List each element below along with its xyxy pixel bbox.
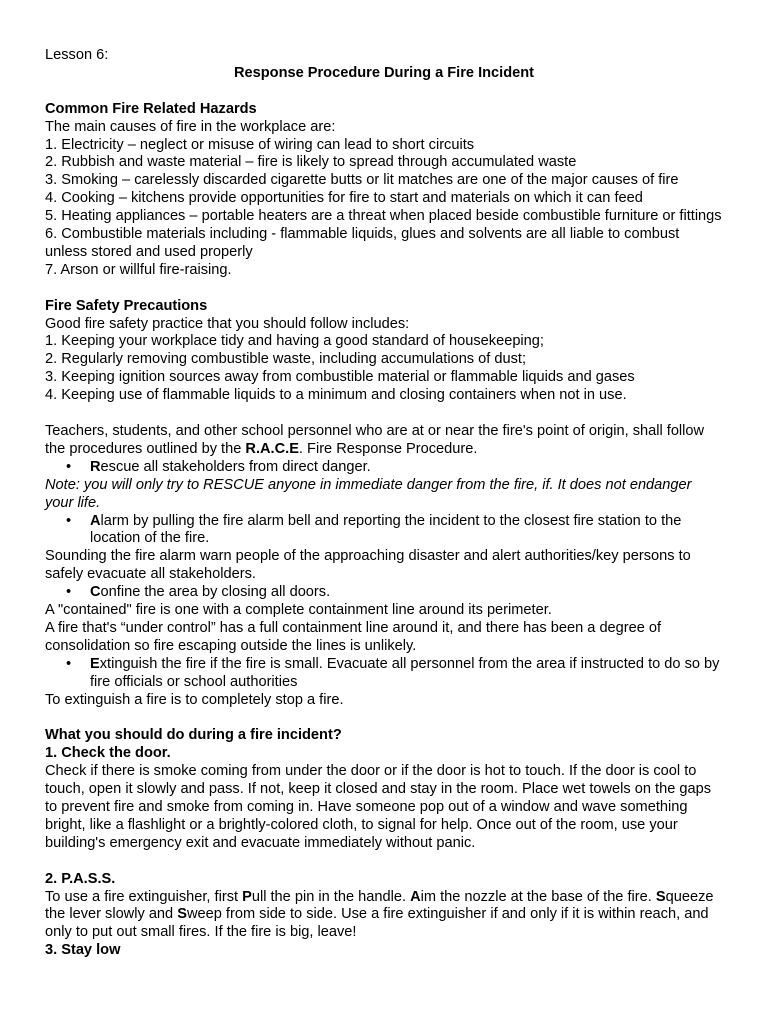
pass-letter: S (655, 888, 666, 905)
race-intro-tail: . Fire Response Procedure. (298, 440, 478, 457)
race-letter: A (90, 512, 101, 529)
step1-text: Check if there is smoke coming from under the door or if the door is hot to touch. If the door is cool to touch, open it slowly and pass. If not, keep it closed and stay in the room. Place wet towels on the gaps to prevent fire and smoke from coming in. Have someone pop out of a window and wave something bright, like a flashlight or a brightly-colored cloth, to signal for help. Once out of the room, use your building's emergency exit and evacuate immediately without panic. (45, 763, 712, 851)
race-acronym: R.A.C.E (245, 440, 299, 457)
race-rescue-item (45, 459, 723, 477)
race-letter: C (90, 584, 101, 601)
race-letter: R (90, 458, 101, 475)
hazards-heading: Common Fire Related Hazards (45, 100, 257, 117)
hazards-section (45, 101, 723, 280)
hazard-item: 2. Rubbish and waste material – fire is likely to spread through accumulated waste (45, 154, 577, 171)
hazard-item: 7. Arson or willful fire-raising. (45, 261, 232, 278)
step2-fragment: weep from side to side. Use a fire extinguisher if and only if it is within reach, and only to put out small fires. If the fire is big, leave! (45, 906, 709, 941)
lesson-label: Lesson 6: (45, 47, 109, 63)
precautions-intro: Good fire safety practice that you should follow includes: (45, 315, 410, 332)
step3-heading: 3. Stay low (45, 942, 121, 959)
race-list-extinguish (45, 656, 723, 692)
step2-fragment: im the nozzle at the base of the fire. (420, 888, 656, 905)
race-alarm-text: larm by pulling the fire alarm bell and reporting the incident to the closest fire station to the location of the fire. (90, 512, 682, 547)
race-confine-text: onfine the area by closing all doors. (100, 584, 331, 601)
race-intro-text: Teachers, students, and other school personnel who are at or near the fire's point of origin, shall follow the procedures outlined by the (45, 422, 705, 457)
hazard-item: 3. Smoking – carelessly discarded cigarette butts or lit matches are one of the major causes of fire (45, 172, 679, 189)
race-alarm-note: Sounding the fire alarm warn people of the approaching disaster and alert authorities/key persons to safely evacuate all stakeholders. (45, 548, 691, 583)
race-confine-note: A fire that's “under control” has a full containment line around it, and there has been a degree of consolidation so fire escaping outside the lines is unlikely. (45, 619, 662, 654)
precautions-heading: Fire Safety Precautions (45, 297, 208, 314)
race-section (45, 423, 723, 710)
hazard-item: 6. Combustible materials including - flammable liquids, glues and solvents are all liable to combust unless stored and used properly (45, 226, 680, 260)
step2-text (45, 889, 723, 943)
document-title: Response Procedure During a Fire Incident (233, 64, 535, 81)
race-intro (45, 423, 723, 459)
step2-fragment: ull the pin in the handle. (251, 888, 411, 905)
race-extinguish-text: xtinguish the fire if the fire is small. Evacuate all personnel from the area if instructed to do so by fire officials or school authorities (90, 655, 720, 690)
step2-fragment: To use a fire extinguisher, first (45, 888, 243, 905)
precaution-item: 2. Regularly removing combustible waste, including accumulations of dust; (45, 351, 527, 368)
race-rescue-note: Note: you will only try to RESCUE anyone in immediate danger from the fire, if. It does not endanger your life. (45, 476, 692, 511)
hazard-item: 4. Cooking – kitchens provide opportunities for fire to start and materials on which it can feed (45, 190, 643, 207)
step2-fragment: queeze the lever slowly and (45, 888, 714, 923)
precaution-item: 4. Keeping use of flammable liquids to a minimum and closing containers when not in use. (45, 387, 627, 404)
pass-letter: S (177, 906, 187, 923)
step2-heading: 2. P.A.S.S. (45, 870, 116, 887)
race-list-confine (45, 584, 723, 602)
during-section (45, 727, 723, 960)
precautions-section (45, 298, 723, 405)
race-rescue-text: escue all stakeholders from direct danger. (100, 458, 371, 475)
race-confine-note: A "contained" fire is one with a complete containment line around its perimeter. (45, 602, 552, 619)
hazard-item: 1. Electricity – neglect or misuse of wiring can lead to short circuits (45, 136, 475, 153)
pass-letter: P (242, 888, 252, 905)
race-list-rescue (45, 459, 723, 477)
precaution-item: 3. Keeping ignition sources away from combustible material or flammable liquids and gases (45, 369, 635, 386)
hazards-intro: The main causes of fire in the workplace are: (45, 118, 336, 135)
race-extinguish-item (45, 656, 723, 692)
step1-heading: 1. Check the door. (45, 745, 171, 762)
during-heading: What you should do during a fire incident? (45, 727, 342, 744)
race-letter: E (90, 655, 100, 672)
race-confine-item (45, 584, 723, 602)
race-extinguish-note: To extinguish a fire is to completely stop a fire. (45, 691, 344, 708)
precaution-item: 1. Keeping your workplace tidy and having a good standard of housekeeping; (45, 333, 544, 350)
hazard-item: 5. Heating appliances – portable heaters are a threat when placed beside combustible furniture or fittings (45, 208, 722, 225)
race-list-alarm (45, 513, 723, 549)
race-alarm-item (45, 513, 723, 549)
pass-letter: A (410, 888, 421, 905)
